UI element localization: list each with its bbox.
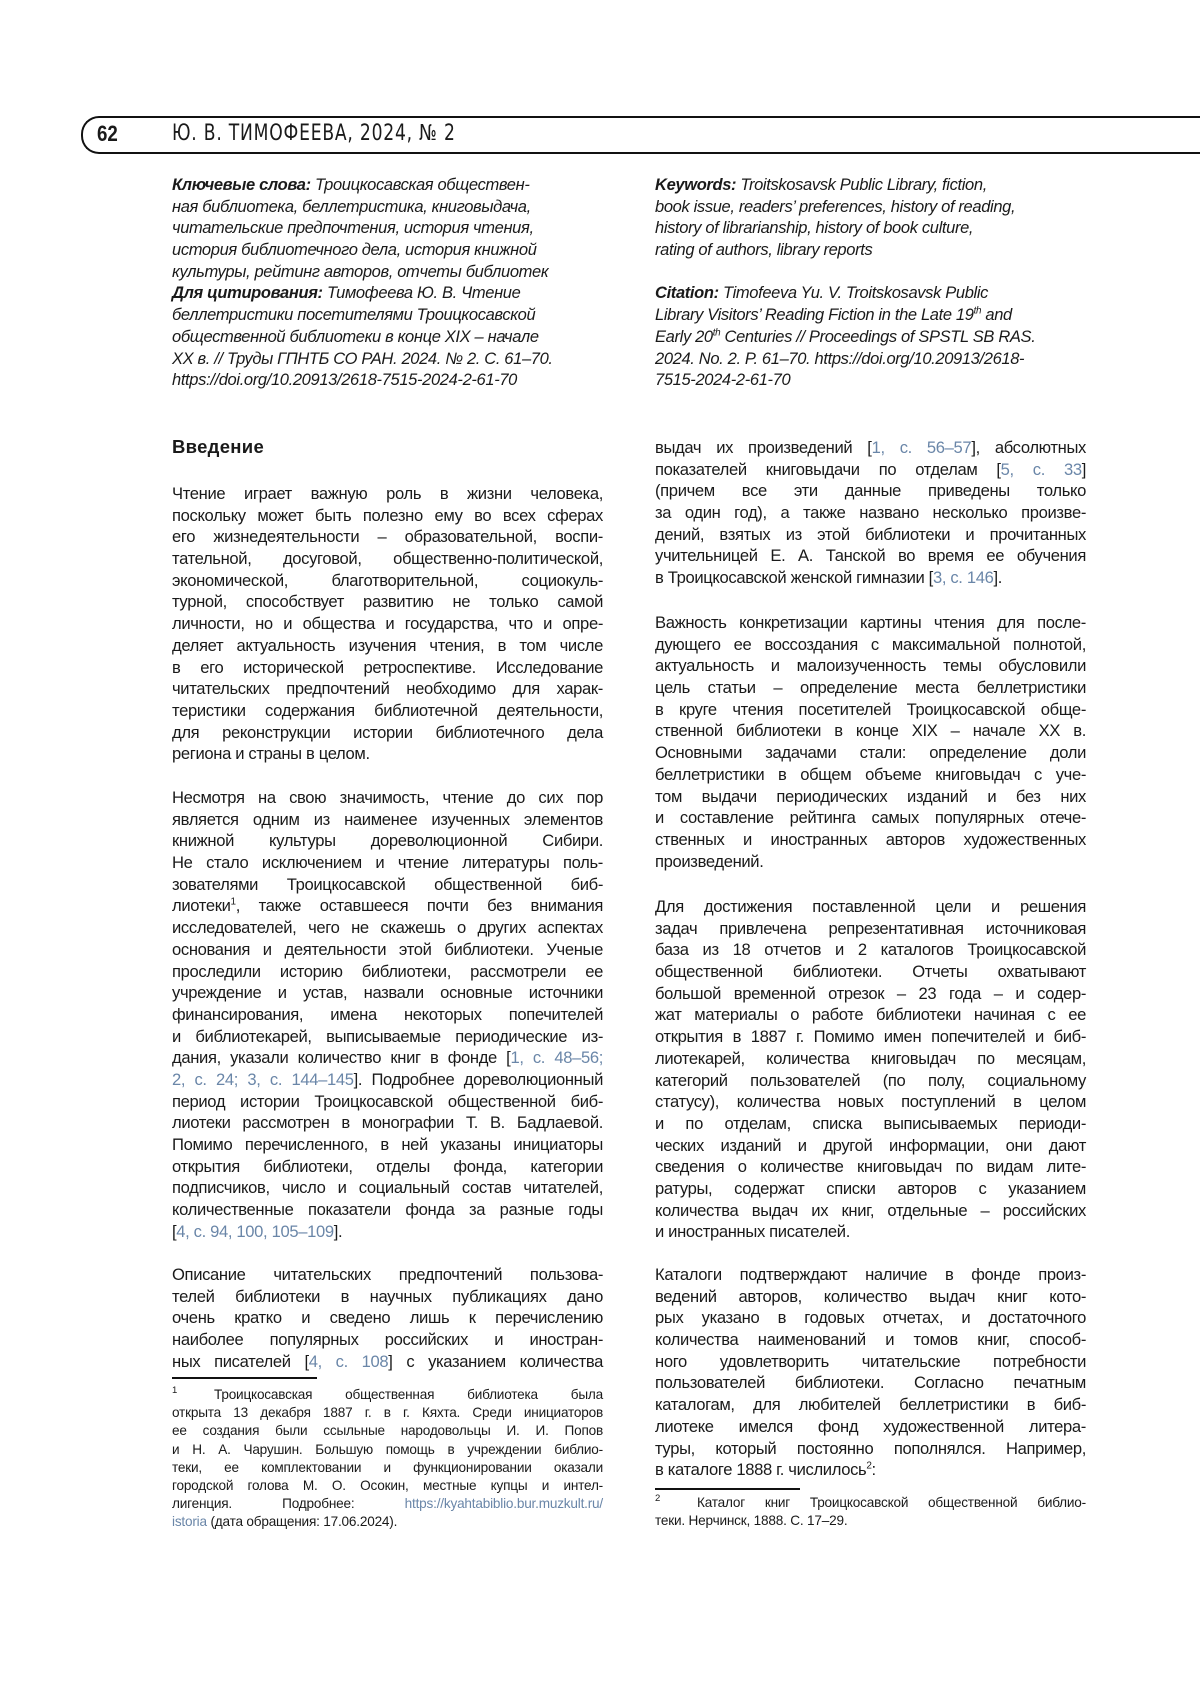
text-line: https://doi.org/10.20913/2618-7515-2024-2-61-70 <box>172 370 603 392</box>
text-segment: Library Visitors’ Reading Fiction in the Late 19 <box>655 306 974 324</box>
running-title: Ю. В. ТИМОФЕЕВА, 2024, № 2 <box>172 121 456 146</box>
text-line <box>172 175 603 197</box>
text-line: Не стало исключением и чтение литературы поль- <box>172 852 603 874</box>
citation-link[interactable]: istoria <box>172 1514 207 1529</box>
text-line: history of librarianship, history of book culture, <box>655 218 1095 240</box>
text-line: деляет актуальность изучения чтения, в том числе <box>172 635 603 657</box>
text-segment: ], абсолютных <box>971 438 1086 457</box>
text-line: произведений. <box>655 851 1086 873</box>
text-line: количества выдач их книг, отдельные – российских <box>655 1200 1086 1222</box>
footnote-2 <box>655 1494 1086 1530</box>
text-segment: ] с указанием количества <box>388 1352 603 1371</box>
text-line: ческих изданий и другой информации, они дают <box>655 1135 1086 1157</box>
footnote-marker: 2 <box>866 1461 871 1472</box>
text-line: каталогам, для любителей беллетристики в биб- <box>655 1394 1086 1416</box>
bold-label: Ключевые слова: <box>172 176 311 194</box>
text-segment: в каталоге 1888 г. числилось <box>655 1460 866 1479</box>
text-segment: Early 20 <box>655 328 713 346</box>
text-line: очень кратко и сведено лишь к перечислению <box>172 1307 603 1329</box>
text-line: общественной библиотеки. Отчеты охватывают <box>655 961 1086 983</box>
text-segment: лигенция. Подробнее: <box>172 1496 405 1511</box>
text-segment: Троицкосавская общественная библиотека была <box>214 1387 603 1402</box>
text-line: ведений авторов, количество выдач книг кото- <box>655 1286 1086 1308</box>
text-line: 2024. No. 2. P. 61–70. https://doi.org/10.20913/2618- <box>655 349 1095 371</box>
text-segment: ]. <box>993 568 1002 587</box>
text-segment: Каталог книг Троицкосавской общественной библио- <box>697 1495 1086 1510</box>
text-line: тательной, досуговой, общественно-политической, <box>172 548 603 570</box>
text-segment: Троицкосавская обществен- <box>311 176 530 194</box>
left-paragraph-2 <box>172 787 603 1242</box>
page-number: 62 <box>97 121 118 147</box>
text-line: Чтение играет важную роль в жизни человека, <box>172 483 603 505</box>
footnote-1 <box>172 1386 603 1532</box>
text-line: период истории Троицкосавской общественной биб- <box>172 1091 603 1113</box>
text-segment: Troitskosavsk Public Library, fiction, <box>736 176 987 194</box>
footnote-marker: th <box>974 306 982 317</box>
text-line: история библиотечного дела, история книжной <box>172 240 603 262</box>
text-line: XX в. // Труды ГПНТБ СО РАН. 2024. № 2. С. 61–70. <box>172 349 603 371</box>
text-line: открытия в 1887 г. Помимо имен попечителей и биб- <box>655 1026 1086 1048</box>
text-line: rating of authors, library reports <box>655 240 1095 262</box>
text-segment: ]. Подробнее дореволюционный <box>354 1070 603 1089</box>
footnote-rule <box>655 1488 800 1490</box>
text-line: и составление рейтинга самых популярных отече- <box>655 807 1086 829</box>
bold-label: Citation: <box>655 284 719 302</box>
text-line: актуальность и малоизученность темы обусловили <box>655 655 1086 677</box>
text-line: и по отделам, списка выписываемых периоди- <box>655 1113 1086 1135</box>
text-segment: Timofeeva Yu. V. Troitskosavsk Public <box>719 284 988 302</box>
text-line: ная библиотека, беллетристика, книговыдача, <box>172 197 603 219</box>
citation-link[interactable]: 2, с. 24; 3, с. 144–145 <box>172 1070 354 1089</box>
text-segment: [ <box>172 1222 176 1241</box>
text-line: количественные показатели фонда за разные годы <box>172 1199 603 1221</box>
text-line: 2 Каталог книг Троицкосавской общественной библио- <box>655 1494 1086 1512</box>
text-line: турной, способствует развитию не только самой <box>172 591 603 613</box>
text-line: туры, который постоянно пополнялся. Например, <box>655 1438 1086 1460</box>
text-line: основания и деятельности этой библиотеки. Ученые <box>172 939 603 961</box>
text-line: зователями Троицкосавской общественной биб- <box>172 874 603 896</box>
text-line: том выдачи периодических изданий и без них <box>655 786 1086 808</box>
right-paragraph-1 <box>655 437 1086 589</box>
text-line: ственной библиотеки в конце XIX – начале XX в. <box>655 720 1086 742</box>
text-segment: Centuries // Proceedings of SPSTL SB RAS. <box>720 328 1035 346</box>
text-line <box>655 567 1086 589</box>
text-line <box>172 1495 603 1513</box>
text-line: статусу), количества новых поступлений в целом <box>655 1091 1086 1113</box>
text-line: сведения о количестве книговыдач по видам лите- <box>655 1156 1086 1178</box>
text-line: учреждение и устав, назвали основные источники <box>172 982 603 1004</box>
citation-link[interactable]: 4, с. 108 <box>309 1352 389 1371</box>
text-segment: дания, указали количество книг в фонде [ <box>172 1048 510 1067</box>
text-line: городской голова М. О. Осокин, местные купцы и интел- <box>172 1477 603 1495</box>
citation-link[interactable]: 5, с. 33 <box>1001 460 1082 479</box>
text-segment: ных писателей [ <box>172 1352 309 1371</box>
text-line: (причем все эти данные приведены только <box>655 480 1086 502</box>
text-segment: and <box>981 306 1012 324</box>
text-line: и Н. А. Чарушин. Большую помощь в учреждении библио- <box>172 1441 603 1459</box>
text-line: в круге чтения посетителей Троицкосавской обще- <box>655 699 1086 721</box>
text-line: теки. Нерчинск, 1888. С. 17–29. <box>655 1512 1086 1530</box>
text-line: беллетристики посетителями Троицкосавской <box>172 305 603 327</box>
text-line: лиотекарей, количества книговыдач по месяцам, <box>655 1048 1086 1070</box>
text-line: читательские предпочтения, история чтения, <box>172 218 603 240</box>
right-paragraph-3 <box>655 896 1086 1243</box>
text-line: и иностранных писателей. <box>655 1221 1086 1243</box>
text-line <box>172 1513 603 1531</box>
text-line: читательских предпочтений необходимо для харак- <box>172 678 603 700</box>
text-line: теристики содержания библиотечной деятельности, <box>172 700 603 722</box>
text-line: теки, ее комплектовании и функционировании оказали <box>172 1459 603 1477</box>
text-line: ного удовлетворить читательские потребности <box>655 1351 1086 1373</box>
text-line <box>172 1221 603 1243</box>
text-line <box>172 1047 603 1069</box>
bold-label: Для цитирования: <box>172 284 323 302</box>
keywords-en-block <box>655 175 1095 392</box>
text-line: беллетристики в общем объеме книговыдач с уче- <box>655 764 1086 786</box>
text-line <box>655 1459 1086 1481</box>
citation-link[interactable]: 1, с. 56–57 <box>872 438 972 457</box>
text-line: Важность конкретизации картины чтения для после- <box>655 612 1086 634</box>
right-paragraph-4 <box>655 1264 1086 1481</box>
keywords-ru-block <box>172 175 603 392</box>
text-line: Для достижения поставленной цели и решения <box>655 896 1086 918</box>
text-line: пользователей библиотеки. Согласно печатным <box>655 1372 1086 1394</box>
text-line: и библиотекарей, выписываемые периодические из- <box>172 1026 603 1048</box>
citation-link[interactable]: 3, с. 146 <box>933 568 994 587</box>
text-line: Основными задачами стали: определение доли <box>655 742 1086 764</box>
text-line <box>655 262 1095 284</box>
citation-link[interactable]: https://kyahtabiblio.bur.muzkult.ru/ <box>405 1496 603 1511</box>
text-line: дений, взятых из этой библиотеки и прочитанных <box>655 524 1086 546</box>
text-line: категорий пользователей (по полу, социальному <box>655 1070 1086 1092</box>
text-line: 1 Троицкосавская общественная библиотека была <box>172 1386 603 1404</box>
text-line: его жизнедеятельности – образовательной, воспи- <box>172 526 603 548</box>
text-line: телей библиотеки в научных публикациях дано <box>172 1286 603 1308</box>
text-segment: показателей книговыдачи по отделам [ <box>655 460 1001 479</box>
text-line <box>655 305 1095 327</box>
text-line: проследили историю библиотеки, рассмотрели ее <box>172 961 603 983</box>
text-line: поскольку может быть полезно ему во всех сферах <box>172 505 603 527</box>
text-line: экономической, благотворительной, социокуль- <box>172 570 603 592</box>
text-line <box>655 437 1086 459</box>
text-line: Помимо перечисленного, в ней указаны инициаторы <box>172 1134 603 1156</box>
text-line: book issue, readers’ preferences, history of reading, <box>655 197 1095 219</box>
text-line <box>172 895 603 917</box>
text-line: для реконструкции истории библиотечного дела <box>172 722 603 744</box>
text-line: база из 18 отчетов и 2 каталогов Троицкосавской <box>655 939 1086 961</box>
text-line: большой временной отрезок – 23 года – и содер- <box>655 983 1086 1005</box>
text-line <box>172 1069 603 1091</box>
text-line <box>655 459 1086 481</box>
text-segment: Тимофеева Ю. В. Чтение <box>323 284 521 302</box>
citation-link[interactable]: 1, с. 48–56; <box>510 1048 603 1067</box>
text-line <box>655 283 1095 305</box>
text-segment: лиотеки <box>172 896 231 915</box>
footnote-marker: 1 <box>231 897 236 908</box>
text-line: финансирования, имена некоторых попечителей <box>172 1004 603 1026</box>
text-line: цель статьи – определение места беллетристики <box>655 677 1086 699</box>
text-line: 7515-2024-2-61-70 <box>655 370 1095 392</box>
left-paragraph-3 <box>172 1264 603 1372</box>
text-line: задач привлечена репрезентативная источниковая <box>655 918 1086 940</box>
text-line <box>172 1351 603 1373</box>
section-heading: Введение <box>172 436 264 458</box>
text-line: Описание читательских предпочтений пользова- <box>172 1264 603 1286</box>
citation-link[interactable]: 4, с. 94, 100, 105–109 <box>176 1222 333 1241</box>
text-line: личности, но и общества и государства, что и опре- <box>172 613 603 635</box>
right-paragraph-2 <box>655 612 1086 872</box>
text-line: открыта 13 декабря 1887 г. в г. Кяхта. Среди инициаторов <box>172 1404 603 1422</box>
footnote-marker: th <box>713 327 721 338</box>
text-line: ратуры, содержат списки авторов с указанием <box>655 1178 1086 1200</box>
text-line: является одним из наименее изученных элементов <box>172 809 603 831</box>
bold-label: Keywords: <box>655 176 736 194</box>
text-line: лиотеки рассмотрен в монографии Т. В. Бадлаевой. <box>172 1112 603 1134</box>
text-line: подписчиков, число и социальный состав читателей, <box>172 1177 603 1199</box>
text-segment: , также оставшееся почти без внимания <box>236 896 603 915</box>
text-line: дующего ее воссоздания с максимальной полнотой, <box>655 634 1086 656</box>
footnote-rule <box>172 1377 317 1379</box>
text-line <box>655 175 1095 197</box>
left-paragraph-1 <box>172 483 603 765</box>
text-line: культуры, рейтинг авторов, отчеты библиотек <box>172 262 603 284</box>
text-line: за один год), а также названо несколько произве- <box>655 502 1086 524</box>
text-line: рых указано в годовых отчетах, и достаточного <box>655 1307 1086 1329</box>
text-line: ее создания были ссыльные народовольцы И. И. Попов <box>172 1422 603 1440</box>
text-segment: ] <box>1082 460 1086 479</box>
text-line <box>172 283 603 305</box>
text-segment: : <box>872 1460 876 1479</box>
text-line: жат материалы о работе библиотеки начиная с ее <box>655 1004 1086 1026</box>
text-line: Несмотря на свою значимость, чтение до сих пор <box>172 787 603 809</box>
text-segment: в Троицкосавской женской гимназии [ <box>655 568 933 587</box>
text-line: наиболее популярных российских и иностран- <box>172 1329 603 1351</box>
text-line: исследователей, чего не скажешь о других аспектах <box>172 917 603 939</box>
text-segment: ]. <box>334 1222 343 1241</box>
text-line: в его исторической ретроспективе. Исследование <box>172 657 603 679</box>
text-line: количества наименований и томов книг, способ- <box>655 1329 1086 1351</box>
text-line: открытия библиотеки, отделы фонда, категории <box>172 1156 603 1178</box>
text-segment: выдач их произведений [ <box>655 438 872 457</box>
text-segment: (дата обращения: 17.06.2024). <box>207 1514 397 1529</box>
text-line: книжной культуры дореволюционной Сибири. <box>172 830 603 852</box>
text-line <box>655 327 1095 349</box>
text-line: лиотеке имелся фонд художественной литера- <box>655 1416 1086 1438</box>
text-line: ственных и иностранных авторов художественных <box>655 829 1086 851</box>
text-line: учительницей Е. А. Танской во время ее обучения <box>655 545 1086 567</box>
text-line: Каталоги подтверждают наличие в фонде произ- <box>655 1264 1086 1286</box>
text-line: региона и страны в целом. <box>172 743 603 765</box>
text-line: общественной библиотеки в конце XIX – начале <box>172 327 603 349</box>
